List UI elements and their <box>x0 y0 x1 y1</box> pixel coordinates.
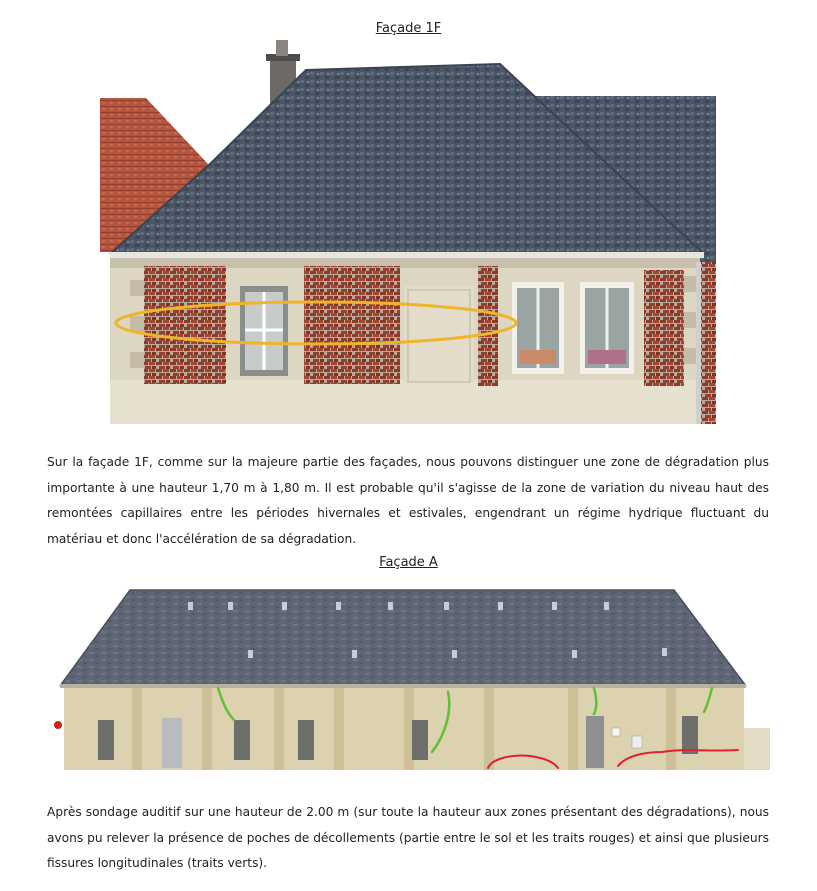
figure-2-caption: Façade A <box>379 555 438 570</box>
paragraph-2: Après sondage auditif sur une hauteur de 2.00 m (sur toute la hauteur aux zones présentant des dégradations), nous avons pu relever la présence de poches de décollements (partie entre le sol et les traits rouges) et ainsi que plusieurs fissures longitudinales (traits verts). <box>47 805 769 870</box>
paragraph-1: Sur la façade 1F, comme sur la majeure partie des façades, nous pouvons distinguer une zone de dégradation plus importante à une hauteur 1,70 m à 1,80 m. Il est probable qu'il s'agisse de la zone de variation du niveau haut des remontées capillaires entre les périodes hivernales et estivales, engendrant un régime hydrique fluctuant du matériau et donc l'accélération de sa dégradation. <box>47 455 769 546</box>
figure-1-caption: Façade 1F <box>375 21 442 36</box>
facade-a-photo <box>52 588 770 772</box>
facade-1f-photo <box>100 40 716 424</box>
